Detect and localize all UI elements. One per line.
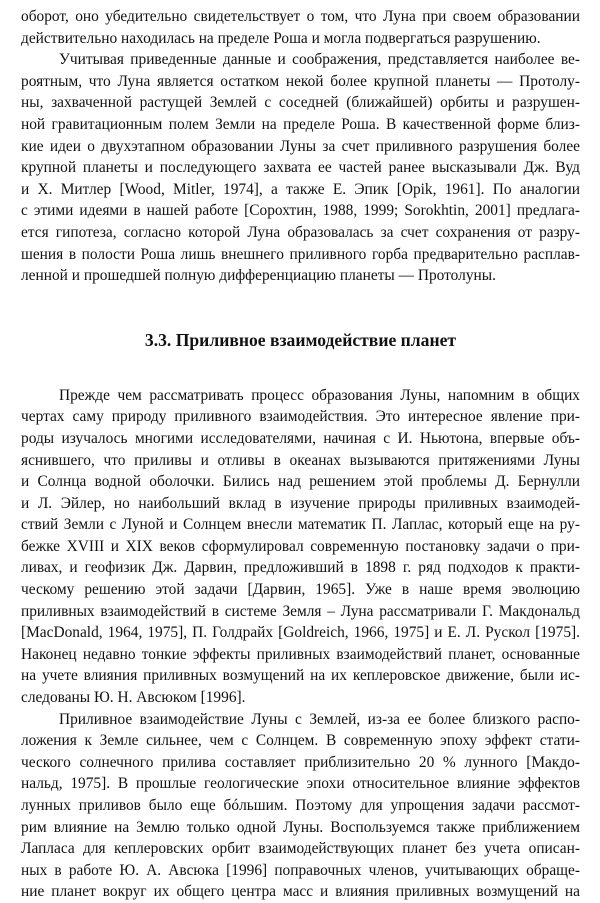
text-line: [MacDonald, 1964, 1975], П. Голдрайх [Goldreich, 1966, 1975] и Е. Л. Рускол [1975].	[21, 624, 580, 642]
text-line: ется гипотеза, согласно которой Луна образовалась за счет сохранения от разру-	[21, 223, 580, 241]
text-line: Прежде чем рассматривать процесс образования Луны, напомним в общих	[59, 386, 580, 404]
text-line: и Солнца водной оболочки. Бились над решением этой проблемы Д. Бернулли	[21, 473, 580, 491]
text-line: Наконец недавно тонкие эффекты приливных взаимодействий планет, основанные	[21, 645, 580, 663]
text-line: нальд, 1975]. В прошлые геологические эпохи относительное влияние эффектов	[21, 775, 580, 793]
text-line: Приливное взаимодействие Луны с Землей, из-за ее более близкого распо-	[59, 710, 580, 728]
text-line: рим влияние на Землю только одной Луны. Воспользуемся также приближением	[21, 818, 580, 836]
paragraph-tidal-intro	[21, 385, 580, 709]
text-line: шения в полости Роша лишь внешнего приливного горба предварительно расплав-	[21, 245, 580, 263]
text-line: с этими идеями в нашей работе [Сорохтин, 1988, 1999; Sorokhtin, 2001] предлага-	[21, 202, 580, 220]
text-line: роятным, что Луна является остатком некой более крупной планеты — Протолу-	[21, 72, 580, 90]
text-line: Лапласа для кеплеровских орбит взаимодействующих планет без учета описан-	[21, 840, 580, 858]
text-line: ние планет вокруг их общего центра масс и влияния приливных возмущений на	[21, 883, 580, 901]
paragraph-continuation	[21, 6, 580, 49]
text-line: ливах, и геофизик Дж. Дарвин, предложивший в 1898 г. ряд подходов к практи-	[21, 559, 580, 577]
text-line: ной гравитационным полем Земли на пределе Роша. В качественной форме близ-	[21, 115, 580, 133]
text-line: роды изучалось многими исследователями, начиная с И. Ньютона, впервые объ-	[21, 429, 580, 447]
text-line: следованы Ю. Н. Авсюком [1996].	[21, 689, 246, 707]
text-line: оборот, оно убедительно свидетельствует о том, что Луна при своем образовании	[21, 8, 580, 25]
paragraph-moon-origin	[21, 49, 580, 287]
text-line: Учитывая приведенные данные и соображения, представляется наиболее ве-	[59, 51, 580, 69]
text-line: яснившего, что приливы и отливы в океанах вызываются притяжениями Луны	[21, 451, 580, 469]
text-line: кие идеи о двухэтапном образовании Луны за счет приливного разрушения более	[21, 137, 580, 155]
text-line: ложения к Земле сильнее, чем с Солнцем. В современную эпоху эффект стати-	[21, 732, 580, 750]
text-line: действительно находилась на пределе Роша и могла подвергаться разрушению.	[21, 29, 541, 47]
text-line: и Х. Митлер [Wood, Mitler, 1974], а также Е. Эпик [Opik, 1961]. По аналогии	[21, 180, 580, 198]
text-line: и Л. Эйлер, но наибольший вклад в изучение природы приливных взаимодей-	[21, 494, 580, 512]
text-line: ческого солнечного прилива составляет приблизительно 20 % лунного [Макдо-	[21, 753, 580, 771]
paragraph-tidal-interaction	[21, 709, 580, 903]
text-line: бежке XVIII и XIX веков сформулировал современную постановку задачи о при-	[21, 537, 580, 555]
section-heading: 3.3. Приливное взаимодействие планет	[144, 329, 457, 350]
text-line: ных в работе Ю. А. Авсюка [1996] поправочных членов, учитывающих обраще-	[21, 861, 580, 879]
text-line: ленной и прошедшей полную дифференциацию планеты — Протолуны.	[21, 267, 496, 285]
text-line: лунных приливов было еще бóльшим. Поэтому для упрощения задачи рассмот-	[21, 797, 580, 814]
text-line: приливных взаимодействий в системе Земля – Луна рассматривали Г. Макдональд	[21, 602, 580, 620]
text-line: крупной планеты и последующего захвата ее частей ранее высказывали Дж. Вуд	[21, 159, 580, 177]
text-line: на учете влияния приливных возмущений на их кеплеровское движение, были ис-	[21, 667, 580, 685]
text-line: ческому решению этой задачи [Дарвин, 1965]. Уже в наше время эволюцию	[21, 581, 580, 599]
text-line: ствий Земли с Луной и Солнцем внесли математик П. Лаплас, который еще на ру-	[21, 516, 580, 534]
text-line: ны, захваченной растущей Землей с соседней (ближайшей) орбиты и разрушен-	[21, 94, 580, 112]
text-line: чертах саму природу приливного взаимодействия. Это интересное явление при-	[21, 408, 580, 426]
